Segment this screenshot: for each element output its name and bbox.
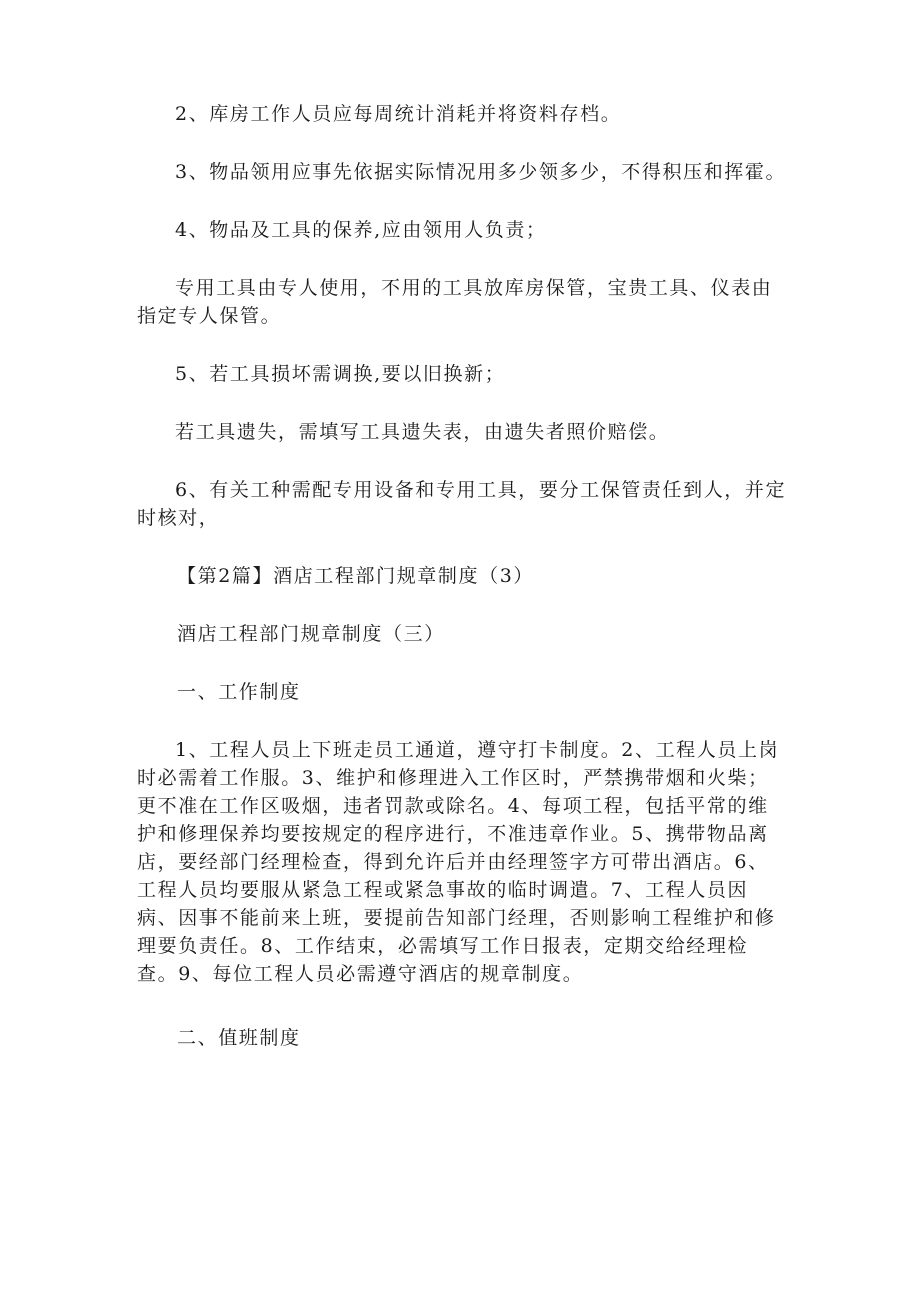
paragraph-item-6: 6、有关工种需配专用设备和专用工具，要分工保管责任到人，并定时核对， [137,479,787,529]
document-title: 酒店工程部门规章制度（三） [177,623,445,645]
section-heading: 【第2篇】酒店工程部门规章制度（3） [177,565,534,587]
paragraph-item-2: 2、库房工作人员应每周统计消耗并将资料存档。 [175,103,622,125]
paragraph-item-3: 3、物品领用应事先依据实际情况用多少领多少，不得积压和挥霍。 [175,161,787,183]
paragraph-special-tools: 专用工具由专人使用，不用的工具放库房保管，宝贵工具、仪表由指定专人保管。 [137,277,773,327]
paragraph-item-5: 5、若工具损坏需调换,要以旧换新； [175,363,506,385]
duty-rules-heading: 二、值班制度 [177,1027,301,1049]
paragraph-item-4: 4、物品及工具的保养,应由领用人负责； [175,219,547,241]
paragraph-lost-tools: 若工具遗失，需填写工具遗失表，由遗失者照价赔偿。 [175,421,670,443]
work-rules-heading: 一、工作制度 [177,681,301,703]
work-rules-body: 1、工程人员上下班走员工通道，遵守打卡制度。2、工程人员上岗时必需着工作服。3、维护和修理进入工作区时，严禁携带烟和火柴；更不准在工作区吸烟，违者罚款或除名。4、每项工程，包括平常的维护和修理保养均要按规定的程序进行，不准违章作业。5、携带物品离店，要经部门经理检查，得到允许后并由经理签字方可带出酒店。6、工程人员均要服从紧急工程或紧急事故的临时调遣。7、工程人员因病、因事不能前来上班，要提前告知部门经理，否则影响工程维护和修理要负责任。8、工作结束，必需填写工作日报表，定期交给经理检查。9、每位工程人员必需遵守酒店的规章制度。 [137,739,780,985]
